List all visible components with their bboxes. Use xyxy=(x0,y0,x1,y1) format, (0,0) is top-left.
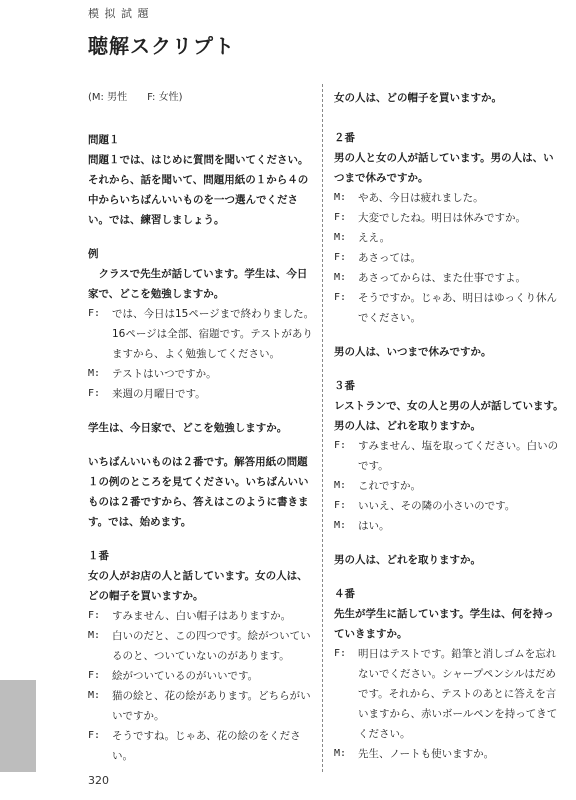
dialogue-line xyxy=(334,496,564,516)
dialogue-line xyxy=(88,384,316,404)
side-index-tab xyxy=(0,680,36,772)
dialogue-line xyxy=(88,304,316,364)
speaker-label: F: xyxy=(88,670,101,681)
dialogue-text: 白いのだと、この四つです。絵がついているのと、ついていないのがあります。 xyxy=(112,630,311,662)
question-2-intro: 男の人と女の人が話しています。男の人は、いつまで休みですか。 xyxy=(334,152,554,184)
question-4-heading: ４番 xyxy=(334,588,355,600)
column-divider xyxy=(322,84,323,772)
speaker-label: M: xyxy=(334,748,347,759)
dialogue-text: そうですか。じゃあ、明日はゆっくり休んでください。 xyxy=(358,292,557,324)
page-number: 320 xyxy=(88,774,109,787)
speaker-label: F: xyxy=(334,252,347,263)
question-2-heading: ２番 xyxy=(334,132,355,144)
speaker-label: M: xyxy=(334,192,347,203)
dialogue-line xyxy=(88,626,316,666)
example-question: 学生は、今日家で、どこを勉強しますか。 xyxy=(88,422,288,434)
dialogue-line xyxy=(334,228,564,248)
dialogue-line xyxy=(334,476,564,496)
mondai-heading: 問題１ xyxy=(88,134,120,146)
dialogue-line xyxy=(88,726,316,766)
dialogue-line xyxy=(334,268,564,288)
dialogue-line xyxy=(88,686,316,726)
speaker-label: F: xyxy=(88,730,101,741)
speaker-label: M: xyxy=(88,630,101,641)
dialogue-line xyxy=(334,188,564,208)
question-3-question: 男の人は、どれを取りますか。 xyxy=(334,554,481,566)
answer-explanation: いちばんいいものは２番です。解答用紙の問題１の例のところを見てください。いちばんいいものは２番ですから、答えはこのように書きます。では、始めます。 xyxy=(88,456,309,528)
dialogue-text: ええ。 xyxy=(358,232,391,244)
left-column xyxy=(88,88,316,766)
dialogue-line xyxy=(334,208,564,228)
dialogue-text: 絵がついているのがいいです。 xyxy=(112,670,259,682)
dialogue-text: すみません、白い帽子はありますか。 xyxy=(112,610,292,622)
speaker-label: F: xyxy=(334,440,347,451)
speaker-label: M: xyxy=(88,690,101,701)
question-4-intro: 先生が学生に話しています。学生は、何を持っていきますか。 xyxy=(334,608,554,640)
example-heading: 例 xyxy=(88,248,99,260)
dialogue-text: 猫の絵と、花の絵があります。どちらがいいですか。 xyxy=(112,690,311,722)
header-label: 模 拟 試 題 xyxy=(88,7,150,20)
speaker-label: F: xyxy=(334,292,347,303)
question-1-heading: １番 xyxy=(88,550,109,562)
dialogue-text: では、今日は15ページまで終わりました。16ページは全部、宿題です。テストがありますから、よく勉強してください。 xyxy=(112,308,315,360)
dialogue-text: いいえ、その隣の小さいのです。 xyxy=(358,500,516,512)
dialogue-text: 来週の月曜日です。 xyxy=(112,388,206,400)
speaker-label: M: xyxy=(88,368,101,379)
speaker-legend: (M: 男性 F: 女性) xyxy=(88,92,183,103)
dialogue-text: 大変でしたね。明日は休みですか。 xyxy=(358,212,526,224)
speaker-label: M: xyxy=(334,272,347,283)
question-3-heading: ３番 xyxy=(334,380,355,392)
question-1-intro: 女の人がお店の人と話しています。女の人は、どの帽子を買いますか。 xyxy=(88,570,308,602)
dialogue-line xyxy=(334,744,564,764)
dialogue-text: あさっては。 xyxy=(358,252,421,264)
speaker-label: F: xyxy=(88,610,101,621)
example-intro: クラスで先生が話しています。学生は、今日家で、どこを勉強しますか。 xyxy=(88,268,308,300)
dialogue-line xyxy=(334,516,564,536)
dialogue-line xyxy=(334,248,564,268)
dialogue-line xyxy=(88,606,316,626)
dialogue-text: すみません、塩を取ってください。白いのです。 xyxy=(358,440,559,472)
dialogue-text: あさってからは、また仕事ですよ。 xyxy=(358,272,526,284)
dialogue-text: そうですね。じゃあ、花の絵のをください。 xyxy=(112,730,301,762)
dialogue-text: 先生、ノートも使いますか。 xyxy=(358,748,495,760)
right-column xyxy=(334,88,564,764)
speaker-label: M: xyxy=(334,232,347,243)
dialogue-text: これですか。 xyxy=(358,480,421,492)
speaker-label: F: xyxy=(334,212,347,223)
dialogue-line xyxy=(334,436,564,476)
dialogue-line xyxy=(88,364,316,384)
speaker-label: F: xyxy=(334,648,347,659)
dialogue-text: やあ、今日は疲れました。 xyxy=(358,192,484,204)
question-2-question: 男の人は、いつまで休みですか。 xyxy=(334,346,492,358)
speaker-label: M: xyxy=(334,520,347,531)
question-1-question: 女の人は、どの帽子を買いますか。 xyxy=(334,92,502,104)
speaker-label: M: xyxy=(334,480,347,491)
dialogue-text: はい。 xyxy=(358,520,390,532)
speaker-label: F: xyxy=(334,500,347,511)
dialogue-text: テストはいつですか。 xyxy=(112,368,217,380)
speaker-label: F: xyxy=(88,388,101,399)
dialogue-line xyxy=(88,666,316,686)
dialogue-line xyxy=(334,288,564,328)
question-3-intro: レストランで、女の人と男の人が話しています。男の人は、どれを取りますか。 xyxy=(334,400,564,432)
speaker-label: F: xyxy=(88,308,101,319)
page-title: 聴解スクリプト xyxy=(88,34,235,58)
dialogue-line xyxy=(334,644,564,744)
dialogue-text: 明日はテストです。鉛筆と消しゴムを忘れないでください。シャープペンシルはだめです。それから、テストのあとに答えを言いますから、赤いボールペンを持ってきてください。 xyxy=(358,648,558,740)
instructions: 問題１では、はじめに質問を聞いてください。それから、話を聞いて、問題用紙の１から４の中からいちばんいいものを一つ選んでください。では、練習しましょう。 xyxy=(88,154,309,226)
